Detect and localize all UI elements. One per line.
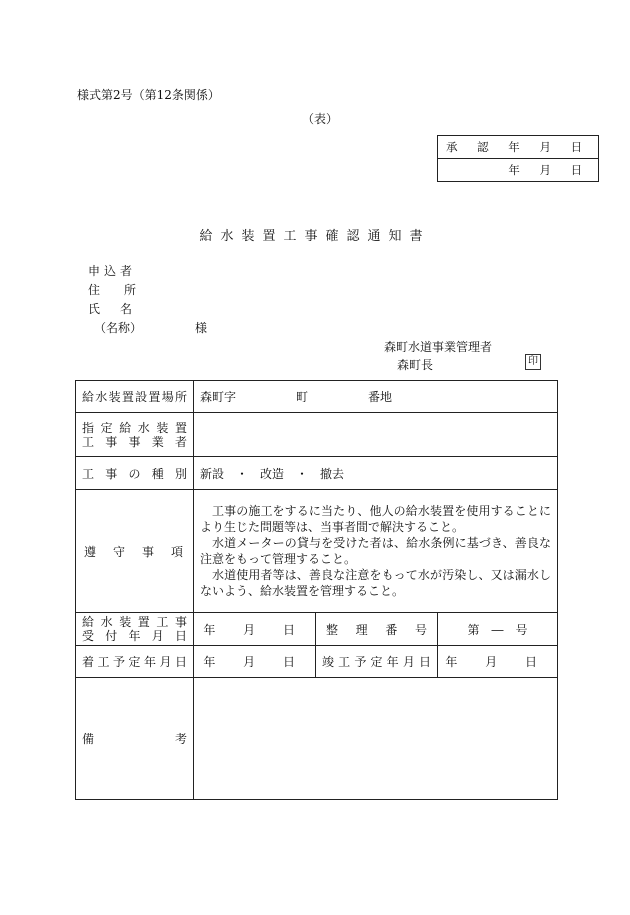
location-value[interactable]: 森町字 町 番地	[194, 381, 558, 413]
table-row	[76, 413, 558, 457]
table-row	[76, 613, 558, 646]
compliance-label: 遵守事項	[76, 490, 194, 613]
front-side-label: （表）	[302, 112, 339, 126]
work-type-value[interactable]: 新設 ・ 改造 ・ 撤去	[194, 457, 558, 490]
approval-date-value: 年 月 日	[438, 159, 599, 182]
contractor-value[interactable]	[194, 413, 558, 457]
compliance-item-1: 工事の施工をするに当たり、他人の給水装置を使用することにより生じた問題等は、当事者間で解決すること。	[200, 504, 552, 534]
finish-date-label: 竣工予定年月日	[316, 646, 438, 678]
issuer-title: 森町水道事業管理者	[384, 340, 493, 354]
location-label: 給水装置設置場所	[76, 381, 194, 413]
meisho-label: （名称）	[94, 321, 143, 335]
table-row	[76, 646, 558, 678]
form-number: 様式第2号（第12条関係）	[77, 88, 220, 102]
serial-number-value[interactable]: 第 ― 号	[438, 613, 558, 646]
serial-number-label: 整理番号	[316, 613, 438, 646]
remarks-label: 備考	[76, 678, 194, 800]
approval-date-box	[437, 135, 599, 182]
table-row	[76, 678, 558, 800]
compliance-item-2: 水道メーターの貸与を受けた者は、給水条例に基づき、善良な注意をもって管理すること。	[200, 536, 552, 566]
honorific: 様	[195, 321, 208, 335]
receipt-date-value[interactable]: 年 月 日	[194, 613, 316, 646]
work-type-label: 工事の種別	[76, 457, 194, 490]
issuer-mayor: 森町長	[397, 358, 434, 372]
name-label-char2: 名	[120, 302, 133, 316]
compliance-item-3: 水道使用者等は、善良な注意をもって水が汚染し、又は漏水しないよう、給水装置を管理すること。	[200, 568, 552, 598]
address-label	[88, 281, 140, 298]
table-row	[76, 457, 558, 490]
table-row	[76, 381, 558, 413]
name-label-char1: 氏	[88, 302, 101, 316]
confirmation-table	[75, 380, 558, 800]
address-label-char2: 所	[124, 283, 141, 297]
compliance-text	[194, 490, 558, 613]
finish-date-value[interactable]: 年 月 日	[438, 646, 558, 678]
contractor-label-line2: 工事事業者	[82, 434, 187, 449]
contractor-label	[76, 413, 194, 457]
remarks-value[interactable]	[194, 678, 558, 800]
receipt-date-label	[76, 613, 194, 646]
start-date-label: 着工予定年月日	[76, 646, 194, 678]
seal-mark: 印	[525, 354, 541, 370]
start-date-value[interactable]: 年 月 日	[194, 646, 316, 678]
company-name-label	[94, 319, 207, 336]
name-label	[88, 300, 132, 317]
receipt-label-line2: 受付年月日	[82, 629, 187, 643]
contractor-label-line1: 指定給水装置	[82, 420, 187, 435]
receipt-label-line1: 給水装置工事	[82, 615, 187, 629]
applicant-label: 申込者	[88, 264, 137, 278]
table-row	[76, 490, 558, 613]
address-label-char1: 住	[88, 283, 105, 297]
approval-date-label: 承 認 年 月 日	[438, 136, 599, 159]
document-title: 給水装置工事確認通知書	[199, 229, 431, 244]
